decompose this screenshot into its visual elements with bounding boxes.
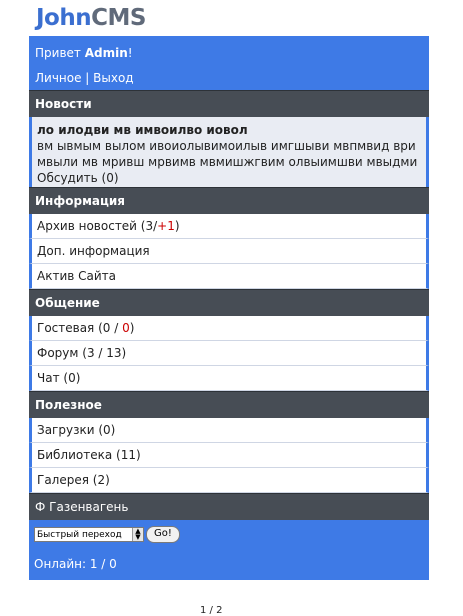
news-archive-end: )	[174, 219, 180, 233]
news-archive-link[interactable]	[29, 214, 429, 239]
community-header: Общение	[29, 289, 429, 316]
user-links	[35, 66, 423, 91]
guestbook-label: Гостевая (0 /	[37, 321, 123, 335]
greeting-line	[35, 41, 423, 66]
online-counter: Онлайн: 1 / 0	[34, 557, 117, 571]
news-block	[29, 117, 429, 187]
news-archive-new-count: +1	[157, 219, 175, 233]
library-link[interactable]: Библиотека (11)	[29, 443, 429, 468]
info-header: Информация	[29, 187, 429, 214]
news-archive-label: Архив новостей (3/	[37, 219, 158, 233]
extra-info-link[interactable]: Доп. информация	[29, 239, 429, 264]
guestbook-new-count: 0	[122, 321, 130, 335]
greeting-text: Привет	[35, 46, 85, 60]
logo-part-john: John	[36, 5, 92, 31]
footer-panel	[29, 520, 429, 580]
go-button[interactable]: Go!	[146, 526, 180, 543]
site-activity-link[interactable]: Актив Сайта	[29, 264, 429, 289]
news-discuss-link[interactable]: Обсудить (0)	[37, 171, 119, 185]
news-title: ло илодви мв имвоилво иовол	[37, 123, 248, 137]
forum-link[interactable]: Форум (3 / 13)	[29, 341, 429, 366]
downloads-link[interactable]: Загрузки (0)	[29, 418, 429, 443]
quick-jump-selected: Быстрый переход	[37, 530, 122, 540]
select-arrows-icon: ▲ ▼	[132, 528, 143, 541]
greeting-panel	[29, 36, 429, 90]
news-header: Новости	[29, 90, 429, 117]
link-separator: |	[81, 71, 94, 85]
logout-link[interactable]: Выход	[93, 71, 134, 85]
guestbook-end: )	[129, 321, 135, 335]
quick-jump-select[interactable]	[34, 527, 144, 542]
personal-link[interactable]: Личное	[35, 71, 82, 85]
greeting-suffix: !	[127, 46, 133, 60]
page-indicator: 1 / 2	[200, 605, 223, 616]
chat-link[interactable]: Чат (0)	[29, 366, 429, 391]
site-logo[interactable]	[36, 4, 146, 32]
gallery-link[interactable]: Галерея (2)	[29, 468, 429, 493]
news-body: вм ывмым вылом ивоиолывимоилыв имгшыви мвпмвид ври мвыли мв мривш мрвимв мвмишжгвим олвыимшви мвыдми	[37, 139, 418, 169]
logo-part-cms: CMS	[91, 5, 146, 31]
guestbook-link[interactable]	[29, 316, 429, 341]
useful-header: Полезное	[29, 391, 429, 418]
main-column	[29, 36, 429, 580]
footer-header: Ф Газенвагень	[29, 493, 429, 520]
greeting-username: Admin	[84, 46, 128, 60]
